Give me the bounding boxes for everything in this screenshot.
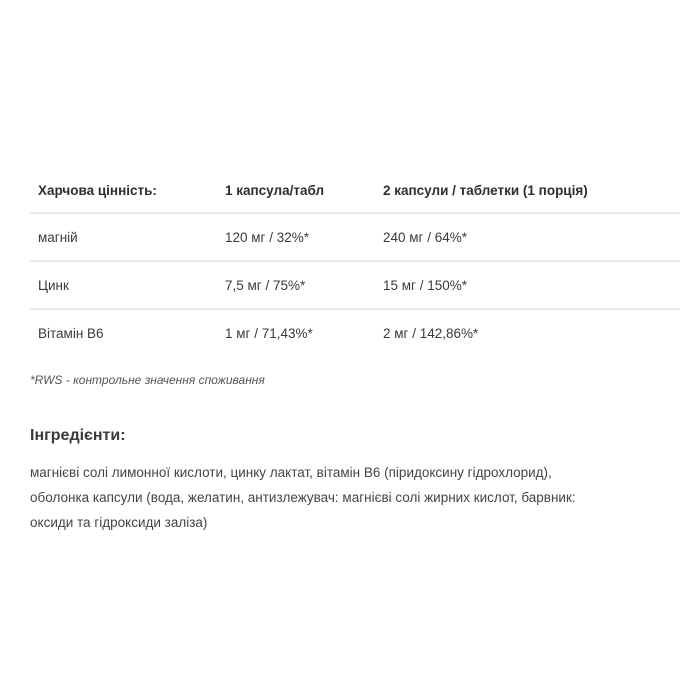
nutrient-amount-two: 240 мг / 64%* [383,229,468,245]
ingredients-line: оксиди та гідроксиди заліза) [30,515,208,530]
ingredients-text [30,460,690,535]
nutrient-amount-one: 1 мг / 71,43%* [225,325,313,341]
table-row [30,214,680,262]
header-nutrition-value: Харчова цінність: [38,182,157,198]
table-header-row [30,168,680,214]
nutrient-amount-one: 120 мг / 32%* [225,229,310,245]
nutrient-name: магній [38,229,78,245]
ingredients-line: оболонка капсули (вода, желатин, антизлежувач: магнієві солі жирних кислот, барвник: [30,490,576,505]
nutrient-amount-two: 15 мг / 150%* [383,277,468,293]
nutrient-name: Цинк [38,277,69,293]
ingredients-heading: Інгредієнти: [30,427,126,444]
nutrient-amount-two: 2 мг / 142,86%* [383,325,479,341]
table-row [30,262,680,310]
table-row [30,310,680,356]
ingredients-line: магнієві солі лимонної кислоти, цинку лактат, вітамін В6 (піридоксину гідрохлорид), [30,465,552,480]
header-one-capsule: 1 капсула/табл [225,182,325,198]
header-two-capsules: 2 капсули / таблетки (1 порція) [383,182,588,198]
footnote: *RWS - контрольне значення споживання [30,373,265,387]
nutrition-table [30,168,680,356]
nutrient-amount-one: 7,5 мг / 75%* [225,277,306,293]
nutrient-name: Вітамін В6 [38,325,104,341]
